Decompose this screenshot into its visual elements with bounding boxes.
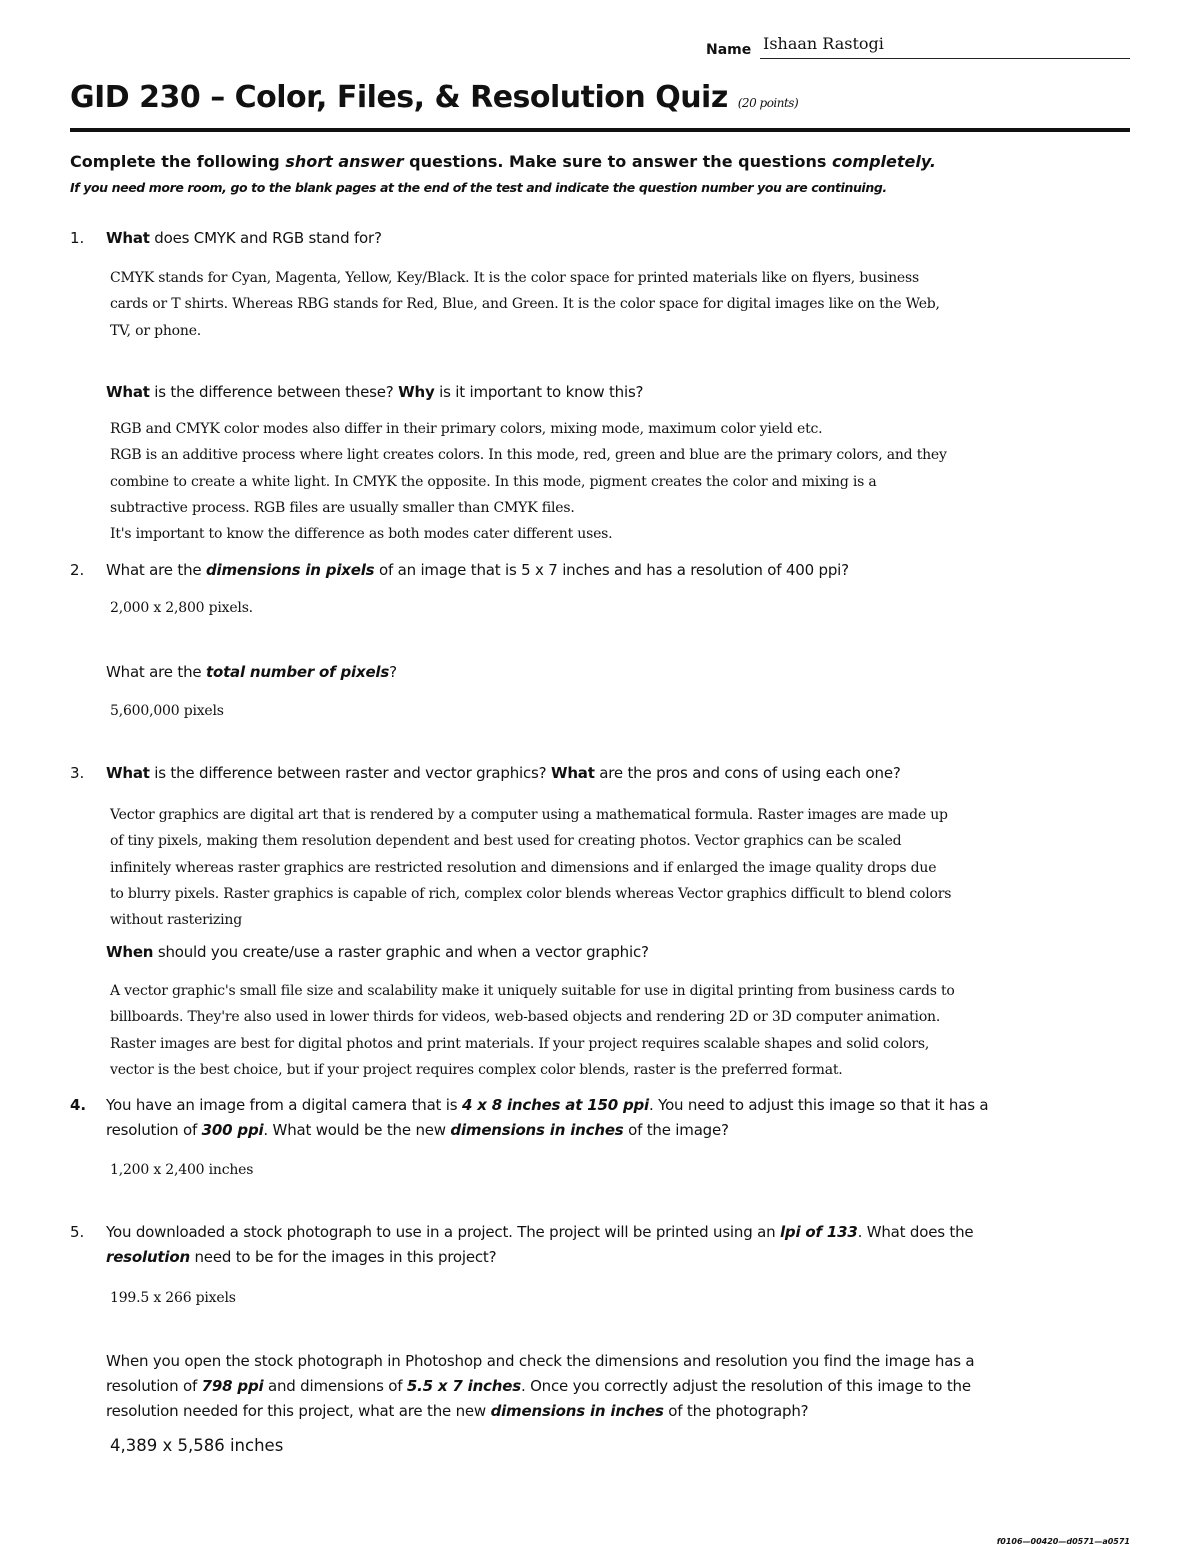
answer-line: A vector graphic's small file size and scalability make it uniquely suitable for use in digital printing from business cards to <box>110 983 955 999</box>
q-text: and dimensions of <box>263 1377 407 1395</box>
q-bold: What <box>106 764 150 782</box>
q-text: . You need to adjust this image so that it has a <box>648 1096 989 1114</box>
answer-line: Raster images are best for digital photos and print materials. If your project requires scalable shapes and solid colors, <box>110 1035 930 1052</box>
instructions-note: If you need more room, go to the blank pages at the end of the test and indicate the question number you are continuing. <box>70 180 887 195</box>
q-emphasis: dimensions in inches <box>450 1121 624 1139</box>
q-text: . What does the <box>857 1223 974 1241</box>
question-line: When you open the stock photograph in Photoshop and check the dimensions and resolution you find the image has a <box>106 1352 975 1370</box>
answer-line: vector is the best choice, but if your project requires complex color blends, raster is the preferred format. <box>110 1061 843 1078</box>
answer-line: to blurry pixels. Raster graphics is capable of rich, complex color blends whereas Vector graphics difficult to blend colors <box>110 885 952 902</box>
q-text: You have an image from a digital camera that is <box>106 1096 462 1114</box>
question-line <box>106 1374 1106 1399</box>
question-line <box>106 1245 1106 1270</box>
q-text: does CMYK and RGB stand for? <box>149 229 382 247</box>
question-line <box>106 1399 1106 1424</box>
q-emphasis: 798 ppi <box>201 1377 264 1395</box>
question-1a <box>106 226 1106 251</box>
answer-line: CMYK stands for Cyan, Magenta, Yellow, Key/Black. It is the color space for printed materials like on flyers, business <box>110 270 919 286</box>
instr-emphasis: completely. <box>831 152 936 171</box>
answer-line: combine to create a white light. In CMYK the opposite. In this mode, pigment creates the color and mixing is a <box>110 473 877 490</box>
q-emphasis: lpi of 133 <box>779 1223 858 1241</box>
q-text: . Once you correctly adjust the resolution of this image to the <box>520 1377 971 1395</box>
instr-part: Complete the following <box>70 152 286 171</box>
answer-line: without rasterizing <box>110 912 242 929</box>
q-text: of the photograph? <box>663 1402 809 1420</box>
q-emphasis: 5.5 x 7 inches <box>406 1377 521 1395</box>
question-1b <box>106 380 1106 405</box>
instr-emphasis: short answer <box>285 152 404 171</box>
answer-2a: 2,000 x 2,800 pixels. <box>110 600 253 616</box>
q-text: is the difference between these? <box>149 383 399 401</box>
answer-line: TV, or phone. <box>110 322 202 339</box>
q-text: You downloaded a stock photograph to use in a project. The project will be printed using an <box>106 1223 780 1241</box>
answer-5a: 199.5 x 266 pixels <box>110 1290 236 1306</box>
answer-5b: 4,389 x 5,586 inches <box>110 1436 284 1455</box>
question-line <box>106 1118 1106 1143</box>
answer-line: billboards. They're also used in lower thirds for videos, web-based objects and rendering 2D or 3D computer animation. <box>110 1009 941 1026</box>
q-text: What are the <box>106 663 206 681</box>
points-note: (20 points) <box>737 96 799 110</box>
q-emphasis: total number of pixels <box>206 663 390 681</box>
q-text: should you create/use a raster graphic and when a vector graphic? <box>153 943 649 961</box>
answer-line: of tiny pixels, making them resolution dependent and best used for creating photos. Vector graphics can be scaled <box>110 833 902 850</box>
name-label: Name <box>706 42 752 58</box>
answer-3a <box>110 802 1110 933</box>
q-emphasis: 300 ppi <box>201 1121 264 1139</box>
footer-code: f0106—00420—d0571—a0571 <box>996 1537 1130 1546</box>
question-2b <box>106 660 1106 685</box>
answer-1b <box>110 416 1110 547</box>
question-3b <box>106 940 1106 965</box>
answer-line: RGB and CMYK color modes also differ in their primary colors, mixing mode, maximum color yield etc. <box>110 421 823 437</box>
q-bold: What <box>550 764 595 782</box>
answer-line: cards or T shirts. Whereas RBG stands for Red, Blue, and Green. It is the color space for digital images like on the Web, <box>110 296 940 313</box>
question-number: 4. <box>70 1096 87 1114</box>
q-bold: When <box>106 943 154 961</box>
student-name: Ishaan Rastogi <box>763 34 884 53</box>
question-5b <box>106 1349 1106 1424</box>
instructions-main <box>70 152 936 171</box>
title-text: GID 230 – Color, Files, & Resolution Quiz <box>70 80 738 115</box>
answer-line: infinitely whereas raster graphics are restricted resolution and dimensions and if enlarged the image quality drops due <box>110 859 937 876</box>
q-text: of an image that is 5 x 7 inches and has a resolution of 400 ppi? <box>374 561 849 579</box>
question-line <box>106 1093 1106 1118</box>
q-bold: Why <box>398 383 435 401</box>
question-5a <box>106 1220 1106 1270</box>
q-text: is the difference between raster and vector graphics? <box>149 764 551 782</box>
q-text: is it important to know this? <box>434 383 644 401</box>
answer-4: 1,200 x 2,400 inches <box>110 1162 254 1178</box>
quiz-title <box>70 80 798 115</box>
q-emphasis: dimensions in inches <box>490 1402 664 1420</box>
q-emphasis: 4 x 8 inches at 150 ppi <box>461 1096 649 1114</box>
answer-line: It's important to know the difference as both modes cater different uses. <box>110 526 613 543</box>
name-underline <box>760 58 1130 59</box>
q-text: need to be for the images in this project? <box>189 1248 497 1266</box>
q-text: resolution of <box>106 1121 202 1139</box>
question-number: 1. <box>70 229 85 247</box>
q-text: resolution of <box>106 1377 202 1395</box>
q-text: are the pros and cons of using each one? <box>594 764 901 782</box>
q-bold: What <box>106 383 150 401</box>
answer-line: subtractive process. RGB files are usually smaller than CMYK files. <box>110 499 575 516</box>
q-emphasis: dimensions in pixels <box>206 561 375 579</box>
question-3a <box>106 761 1106 786</box>
instr-part: questions. Make sure to answer the questions <box>403 152 832 171</box>
answer-2b: 5,600,000 pixels <box>110 703 224 719</box>
q-bold: What <box>106 229 150 247</box>
question-line <box>106 1220 1106 1245</box>
answer-line: RGB is an additive process where light creates colors. In this mode, red, green and blue are the primary colors, and they <box>110 447 947 464</box>
question-number: 5. <box>70 1223 85 1241</box>
question-number: 2. <box>70 561 85 579</box>
answer-3b <box>110 978 1110 1083</box>
q-text: ? <box>389 663 397 681</box>
question-4 <box>106 1093 1106 1143</box>
question-number: 3. <box>70 764 85 782</box>
q-text: . What would be the new <box>263 1121 451 1139</box>
question-2a <box>106 558 1106 583</box>
q-text: What are the <box>106 561 206 579</box>
q-text: resolution needed for this project, what are the new <box>106 1402 491 1420</box>
q-text: of the image? <box>623 1121 729 1139</box>
answer-1a <box>110 265 1110 344</box>
answer-line: Vector graphics are digital art that is rendered by a computer using a mathematical formula. Raster images are made up <box>110 807 948 823</box>
title-rule <box>70 128 1130 132</box>
q-emphasis: resolution <box>106 1248 190 1266</box>
